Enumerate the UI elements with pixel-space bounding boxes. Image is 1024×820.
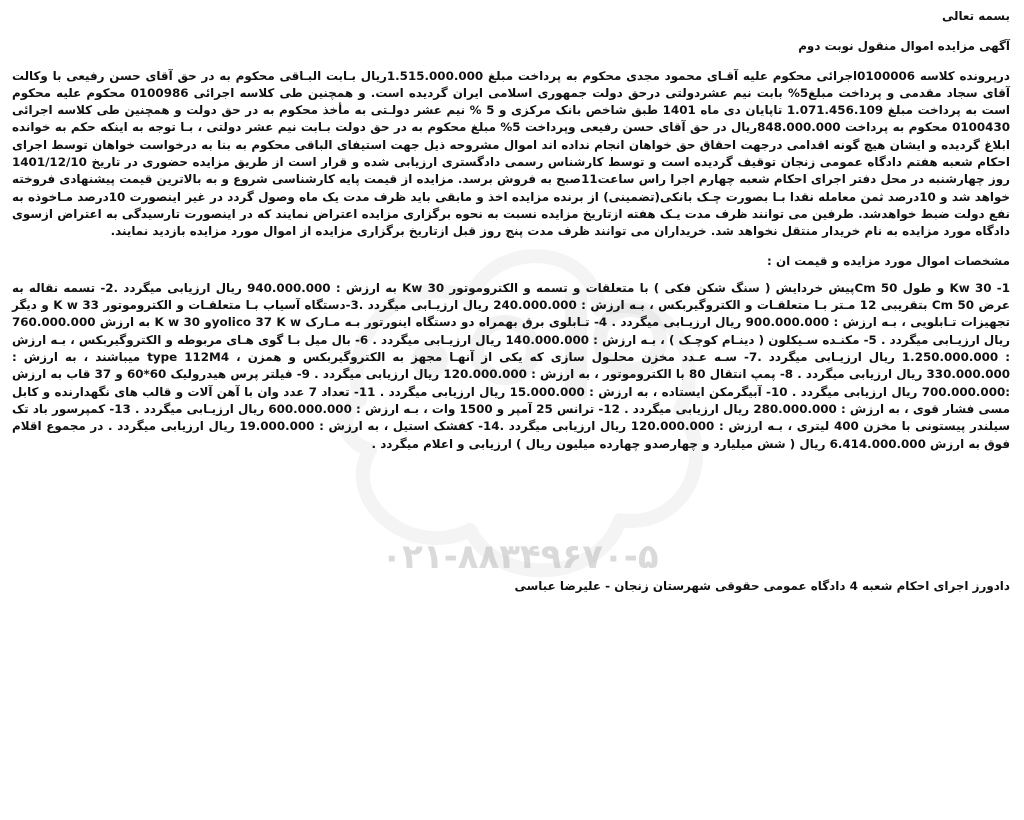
watermark-phone: ۰۲۱-۸۸۳۴۹۶۷۰-۵	[381, 537, 659, 577]
notice-title: آگهی مزایده اموال منقول نوبت دوم	[798, 39, 1010, 54]
signature-line: دادورز اجرای احکام شعبه 4 دادگاه عمومی حقوقی شهرستان زنجان - علیرضا عباسی	[514, 579, 1010, 593]
items-heading: مشخصات اموال مورد مزایده و قیمت ان :	[767, 253, 1010, 268]
notice-body	[12, 6, 1010, 453]
notice-paragraph: درپرونده کلاسه 0100006اجرائی محکوم علیه آقـای محمود مجدی محکوم به پرداخت مبلغ 1.515.000.000ریال بـابت البـاقی محکوم به در حق آقای حسن رفیعی با وکالت آقای سجاد مقدمی و پرداخت مبلغ5% بابت نیم عشردولتی درحق دولت جمهوری اسلامی ایران گردیده است. و همچنین طی کلاسه اجرائی 0100986 محکوم علیه محکوم است به پرداخت مبلغ 1.071.456.109 تاپایان دی ماه 1401 طبق شاخص بانک مرکزی و 5 % نیم عشر دولـتی به مأخذ محکوم به در حق دولت و همچنین طی کلاسه اجرائی 0100430 محکوم به پرداخت 848.000.000ریال در حق آقای حسن رفیعی وپرداخت 5% مبلغ محکوم به در حق دولت بـابت نیم عشر دولتی ، بـا توجه به اینکه حکم به خوانده ابلاغ گردیده و ایشان هیچ گونه اقدامی درجهت احقاق حق خواهان انجام نداده اند اموال مشروحه ذیل جهت استیفای الباقی محکوم به بنا به درخواست خواهان توسط اجرای احکام شعبه هفتم دادگاه عمومی زنجان توقیف گردیده است و توسط کارشناس رسمی دادگستری ارزیابی شده و قرار است از طریق مزایده حضوری در تاریخ 1401/12/10 روز چهارشنبه در محل دفتر اجرای احکام شعبه چهارم اجرا راس ساعت11صبح به فروش برسد. مزایده از قیمت پایه کارشناسی شروع و به بالاترین قیمت پیشنهادی فروخته خواهد شد و 10درصد ثمن معامله نقدا بـا بصورت چـک بانکی(تضمینی) از برنده مزایده اخذ و مابقی باید ظرف مدت یک ماه وصول گردد در غیر اینصورت 10درصد مـاخوذه به نفع دولت ضبط خواهدشد. طرفین می توانند ظرف مدت یـک هفته ازتاریخ مزایده نسبت به نحوه برگزاری مزایده اعتراض نمایند که در اینصورت تارسیدگی به اعتراض ازسوی دادگاه مورد مزایده به نام خریدار منتقل نخواهد شد. خریداران می توانند ظرف مدت پنج روز قبل ازتاریخ برگزاری مزایده از اموال مورد مزایده بازدید نمایند.	[12, 68, 1011, 239]
opening-line: بسمه تعالی	[941, 9, 1010, 23]
items-list-paragraph: 1- 30 Kw و طول 50 Cmپیش خردایش ( سنگ شکن فکی ) با متعلقات و تسمه و الکتروموتور 30 Kw به ارزش : 940.000.000 ریال ارزیابی میگردد .2- تسمه نقاله به عرض 50 Cm بتقریبی 12 مـتر بـا متعلقـات و الکتروگیربکس ، بـه ارزش : 240.000.000 ریال ارزیـابی میگردد .3-دستگاه آسیاب بـا متعلقـات و الکتروموتور 33 K w و دیگر تجهیزات تـابلویی ، بـه ارزش : 900.000.000 ریال ارزیـابی میگردد . 4- تـابلوی برق بهمراه دو دستگاه اینورتور بـه مـارک yolico 37 K wو 30 K w به ارزش 760.000.000 ریال ارزیـابی میگردد . 5- مکنـده سـیکلون ( دینـام کوچـک ) ، بـه ارزش : 140.000.000 ریال ارزیـابی میگردد . 6- بال میل بـا گوی هـای مربوطه و الکتروگیربکس ، بـه ارزش : 1.250.000.000 ریال ارزیـابی میگردد .7- سـه عـدد مخزن محلـول سازی که یکی از آنهـا مجهز به الکتروگیربکس و همزن ، type 112M4 میباشند ، به ارزش : 330.000.000 ریال ارزیابی میگردد . 8- پمپ انتقال 80 با الکتروموتور ، به ارزش : 120.000.000 ریال ارزیابی میگردد . 9- فیلتر پرس هیدرولیک 60*60 و 37 قاب به ارزش :700.000.000 ریال ارزیابی میگردد . 10- آبیگرمکن ایستاده ، به ارزش : 15.000.000 ریال ارزیابی میگردد . 11- تعداد 7 عدد وان با آهن آلات و قالب های نگهدارنده و کابل مسی فشار قوی ، به ارزش : 280.000.000 ریال ارزیابی میگردد . 12- ترانس 25 آمپر و 1500 وات ، بـه ارزش : 600.000.000 ریال ارزیـابی میگردد . 13- کمپرسور باد تک سیلندر پیستونی با مخزن 400 لیتری ، بـه ارزش : 120.000.000 ریال ارزیابی میگردد .14- کفشک استیل ، به ارزش : 19.000.000 ریال ارزیابی میگردد . در مجموع اقلام فوق به ارزش 6.414.000.000 ریال ( شش میلیارد و چهارصدو چهارده میلیون ریال ) ارزیابی و اعلام میگردد .	[12, 280, 1011, 451]
